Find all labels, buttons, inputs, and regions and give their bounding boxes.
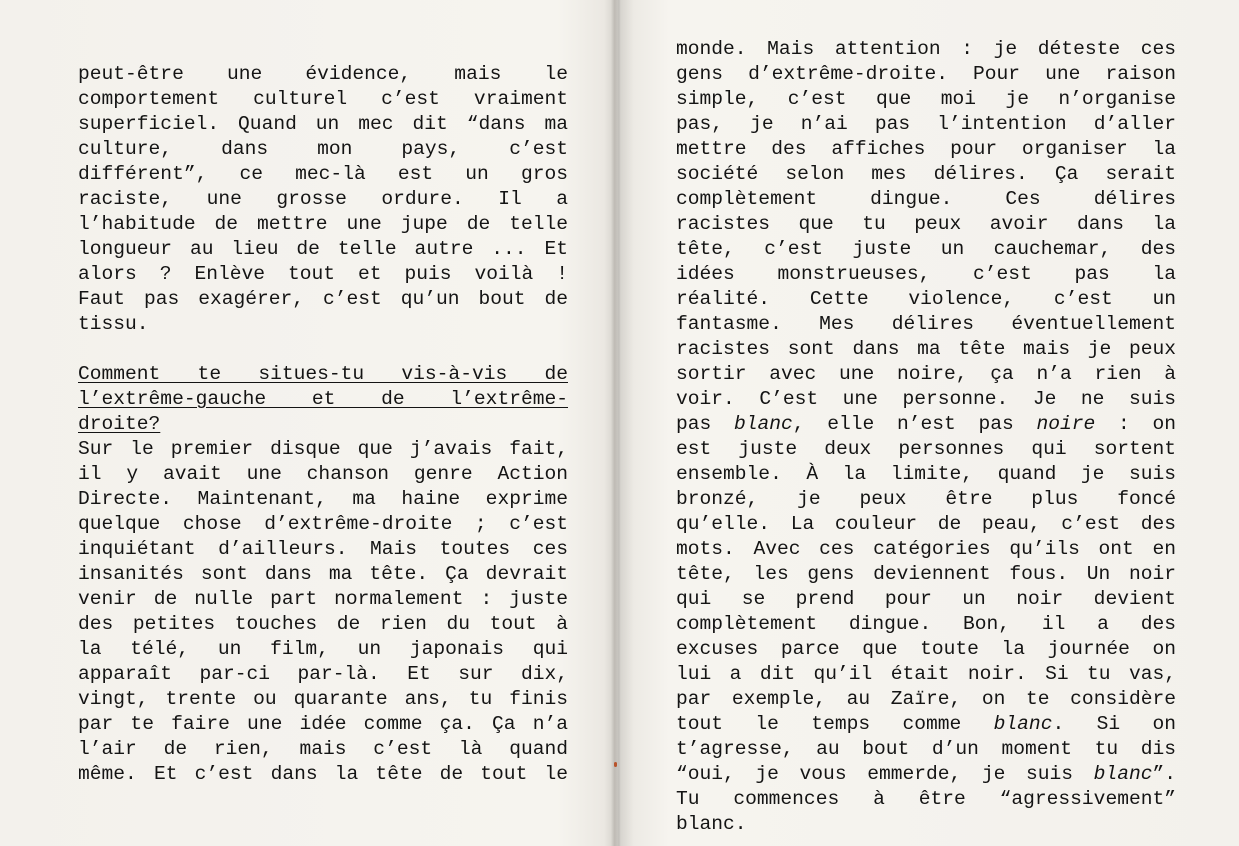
text-fragment: mots. Avec ces catégories qu’ils ont en xyxy=(676,538,1176,560)
text-line: Faut pas exagérer, c’est qu’un bout de xyxy=(78,288,568,310)
text-fragment: pas xyxy=(676,413,734,435)
text-line xyxy=(676,712,1176,737)
text-fragment: mettre des affiches pour organiser la xyxy=(676,138,1176,160)
text-fragment: “oui, je vous emmerde, je suis xyxy=(676,763,1094,785)
text-line xyxy=(676,262,1176,287)
text-fragment: complètement dingue. Bon, il a des xyxy=(676,613,1176,635)
text-line xyxy=(676,687,1176,712)
text-line: la télé, un film, un japonais qui xyxy=(78,638,568,660)
text-fragment: idées monstrueuses, c’est pas la xyxy=(676,263,1176,285)
text-fragment: bronzé, je peux être plus foncé xyxy=(676,488,1176,510)
text-line xyxy=(676,562,1176,587)
text-fragment: ensemble. À la limite, quand je suis xyxy=(676,463,1176,485)
text-fragment: blanc. xyxy=(676,813,747,835)
text-line xyxy=(676,462,1176,487)
text-line xyxy=(676,662,1176,687)
text-line: Sur le premier disque que j’avais fait, xyxy=(78,438,568,460)
text-fragment: est juste deux personnes qui sortent xyxy=(676,438,1176,460)
right-page-text xyxy=(676,37,1176,837)
text-line: comportement culturel c’est vraiment xyxy=(78,88,568,110)
text-fragment: racistes sont dans ma tête mais je peux xyxy=(676,338,1176,360)
text-line: apparaît par-ci par-là. Et sur dix, xyxy=(78,663,568,685)
text-fragment: , elle n’est pas xyxy=(792,413,1037,435)
text-line: des petites touches de rien du tout à xyxy=(78,613,568,635)
text-fragment: société selon mes délires. Ça serait xyxy=(676,163,1176,185)
text-line: superficiel. Quand un mec dit “dans ma xyxy=(78,113,568,135)
text-line xyxy=(676,337,1176,362)
text-line: longueur au lieu de telle autre ... Et xyxy=(78,238,568,260)
text-line xyxy=(676,187,1176,212)
text-fragment: ”. xyxy=(1152,763,1176,785)
text-line xyxy=(676,212,1176,237)
text-line xyxy=(676,587,1176,612)
text-fragment: tout le temps comme xyxy=(676,713,994,735)
text-line: venir de nulle part normalement : juste xyxy=(78,588,568,610)
text-line: par te faire une idée comme ça. Ça n’a xyxy=(78,713,568,735)
text-line: l’habitude de mettre une jupe de telle xyxy=(78,213,568,235)
text-fragment: pas, je n’ai pas l’intention d’aller xyxy=(676,113,1176,135)
text-line xyxy=(676,87,1176,112)
text-fragment: qu’elle. La couleur de peau, c’est des xyxy=(676,513,1176,535)
text-fragment: Tu commences à être “agressivement” xyxy=(676,788,1176,810)
italic-word: noire xyxy=(1036,413,1096,435)
text-fragment: excuses parce que toute la journée on xyxy=(676,638,1176,660)
text-line: culture, dans mon pays, c’est xyxy=(78,138,568,160)
text-fragment: complètement dingue. Ces délires xyxy=(676,188,1176,210)
text-line xyxy=(676,612,1176,637)
text-line xyxy=(676,487,1176,512)
text-line: vingt, trente ou quarante ans, tu finis xyxy=(78,688,568,710)
text-fragment: par exemple, au Zaïre, on te considère xyxy=(676,688,1176,710)
text-fragment: t’agresse, au bout d’un moment tu dis xyxy=(676,738,1176,760)
text-fragment: gens d’extrême-droite. Pour une raison xyxy=(676,63,1176,85)
text-line: inquiétant d’ailleurs. Mais toutes ces xyxy=(78,538,568,560)
text-line: tissu. xyxy=(78,313,149,335)
text-fragment: . Si on xyxy=(1052,713,1176,735)
text-line: il y avait une chanson genre Action xyxy=(78,463,568,485)
text-line xyxy=(676,362,1176,387)
text-fragment: lui a dit qu’il était noir. Si tu vas, xyxy=(676,663,1176,685)
text-line xyxy=(676,787,1176,812)
text-line: quelque chose d’extrême-droite ; c’est xyxy=(78,513,568,535)
question-heading-line: droite? xyxy=(78,413,161,435)
text-fragment: sortir avec une noire, ça n’a rien à xyxy=(676,363,1176,385)
text-line xyxy=(676,412,1176,437)
text-fragment: fantasme. Mes délires éventuellement xyxy=(676,313,1176,335)
text-line xyxy=(676,812,1176,837)
book-gutter xyxy=(604,0,634,846)
text-line: peut-être une évidence, mais le xyxy=(78,63,568,85)
text-line xyxy=(676,62,1176,87)
question-heading-line: l’extrême-gauche et de l’extrême- xyxy=(78,388,568,410)
text-line: alors ? Enlève tout et puis voilà ! xyxy=(78,263,568,285)
italic-word: blanc xyxy=(1093,763,1153,785)
italic-word: blanc xyxy=(734,413,793,435)
text-line xyxy=(676,437,1176,462)
text-fragment: monde. Mais attention : je déteste ces xyxy=(676,38,1176,60)
text-line: différent”, ce mec-là est un gros xyxy=(78,163,568,185)
text-line: l’air de rien, mais c’est là quand xyxy=(78,738,568,760)
text-line xyxy=(78,337,568,362)
text-fragment: réalité. Cette violence, c’est un xyxy=(676,288,1176,310)
text-line xyxy=(676,637,1176,662)
text-fragment: simple, c’est que moi je n’organise xyxy=(676,88,1176,110)
text-line: raciste, une grosse ordure. Il a xyxy=(78,188,568,210)
text-fragment: tête, les gens deviennent fous. Un noir xyxy=(676,563,1176,585)
text-line xyxy=(676,537,1176,562)
question-heading-line: Comment te situes-tu vis-à-vis de xyxy=(78,363,568,385)
text-line xyxy=(676,137,1176,162)
text-line xyxy=(676,312,1176,337)
italic-word: blanc xyxy=(993,713,1053,735)
text-line xyxy=(676,162,1176,187)
text-line xyxy=(676,287,1176,312)
text-line xyxy=(676,512,1176,537)
text-line: insanités sont dans ma tête. Ça devrait xyxy=(78,563,568,585)
text-line xyxy=(676,237,1176,262)
text-line xyxy=(676,112,1176,137)
text-fragment: tête, c’est juste un cauchemar, des xyxy=(676,238,1176,260)
text-line xyxy=(676,737,1176,762)
text-fragment: voir. C’est une personne. Je ne suis xyxy=(676,388,1176,410)
left-page xyxy=(78,0,568,846)
text-line: Directe. Maintenant, ma haine exprime xyxy=(78,488,568,510)
paper-speck xyxy=(614,762,617,767)
text-fragment: racistes que tu peux avoir dans la xyxy=(676,213,1176,235)
text-line xyxy=(676,762,1176,787)
left-page-text xyxy=(78,62,568,787)
text-line xyxy=(676,37,1176,62)
text-fragment: qui se prend pour un noir devient xyxy=(676,588,1176,610)
right-page xyxy=(676,0,1176,846)
text-fragment: : on xyxy=(1095,413,1176,435)
text-line xyxy=(676,387,1176,412)
text-line: même. Et c’est dans la tête de tout le xyxy=(78,763,568,785)
